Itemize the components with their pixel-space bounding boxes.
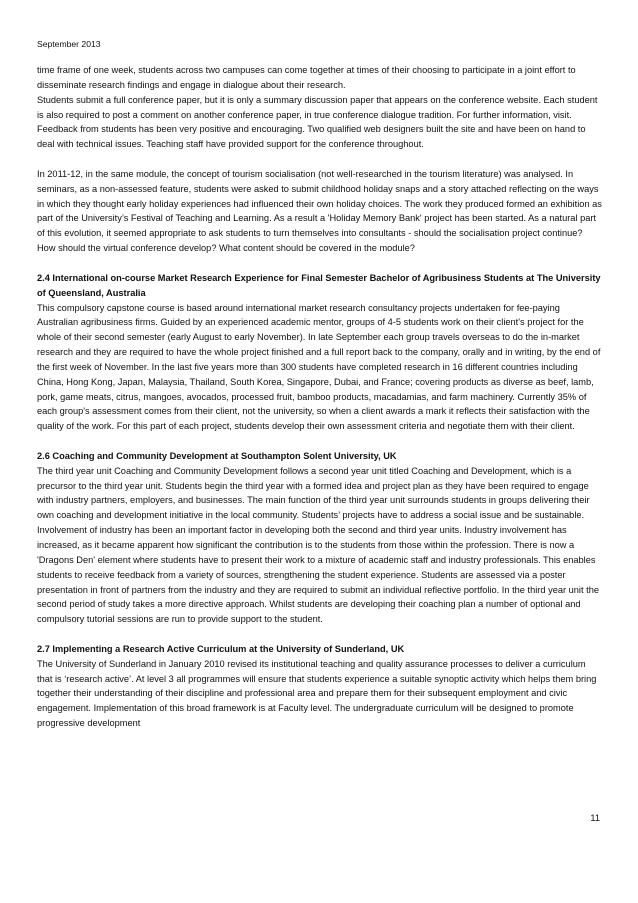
page-header-date: September 2013 — [37, 39, 101, 49]
document-body — [37, 63, 603, 731]
section-heading: 2.7 Implementing a Research Active Curriculum at the University of Sunderland, UK — [37, 643, 405, 654]
section-heading: 2.6 Coaching and Community Development at Southampton Solent University, UK — [37, 450, 397, 461]
paragraph: Students submit a full conference paper, but it is only a summary discussion paper that appears on the conference website. Each student is also required to post a comment on another conference paper, in true conference dialogue tradition. For further information, visit. Feedback from students has been very positive and encouraging. Two qualified web designers built the site and have been on hand to deal with technical issues. Teaching staff have provided support for the conference throughout. — [37, 94, 598, 150]
section-body: This compulsory capstone course is based around international market research consultancy projects undertaken for fee-paying Australian agribusiness firms. Guided by an experienced academic mentor, groups of 4-5 students work on their client's project for the whole of their second semester (early August to early November). In late September each group travels overseas to do the in-market research and they are required to have the whole project finished and a full report back to the company, orally and in writing, by the end of the first week of November. In the last five years more than 300 students have completed research in 16 different countries including China, Hong Kong, Japan, Malaysia, Thailand, South Korea, Singapore, Dubai, and France; covering products as diverse as beef, lamb, pork, game meats, citrus, mangoes, avocados, processed fruit, bamboo products, macadamias, and farm machinery. Currently 35% of each group's assessment comes from their client, not the university, so when a client awards a mark it reflects their satisfaction with the quality of the work. For this part of each project, students develop their own assessment criteria and negotiate them with their client. — [37, 302, 601, 432]
section-heading: 2.4 International on-course Market Research Experience for Final Semester Bachelor of Agribusiness Students at The University of Queensland, Australia — [37, 272, 601, 298]
section-body: The third year unit Coaching and Community Development follows a second year unit titled Coaching and Development, which is a precursor to the third year unit. Students begin the third year with a formed idea and project plan as they have been required to engage with industry partners, employers, and businesses. The main function of the third year unit surrounds students in groups delivering their own coaching and development initiative in the local community. Students’ projects have to address a social issue and be sustainable. Involvement of industry has been an important factor in developing both the second and third year units. Industry involvement has increased, as it became apparent how significant the contribution is to the students from those within the profession. There is now a 'Dragons Den' element where students have to present their work to a mixture of academic staff and industry professionals. This enables students to receive feedback from a variety of sources, strengthening the student experience. Students are assessed via a poster presentation in front of partners from the industry and they are required to submit an individual reflective portfolio. In the third year unit the second period of study takes a more directive approach. Whilst students are developing their coaching plan a number of optional and compulsory tutorial sessions are run to provide support to the student. — [37, 465, 599, 625]
paragraph: In 2011-12, in the same module, the concept of tourism socialisation (not well-researched in the tourism literature) was analysed. In seminars, as a non-assessed feature, students were asked to submit childhood holiday snaps and a story attached reflecting on the ways in which they thought early holiday experiences had influenced their own holiday choices. The work they produced formed an exhibition as part of the University’s Festival of Teaching and Learning. As a result a 'Holiday Memory Bank' project has been started. As a natural part of this evolution, it seemed appropriate to ask students to turn themselves into consultants - should the socialisation project continue? How should the virtual conference develop? What content should be covered in the module? — [37, 168, 602, 254]
paragraph: time frame of one week, students across two campuses can come together at times of their choosing to participate in a joint effort to disseminate research findings and engage in dialogue about their research. — [37, 65, 576, 90]
page-number: 11 — [590, 813, 600, 823]
section-body: The University of Sunderland in January 2010 revised its institutional teaching and quality assurance processes to deliver a curriculum that is ‘research active’. At level 3 all programmes will ensure that students experience a suitable synoptic activity which helps them bring together their understanding of their discipline and professional area and prepare them for their subsequent employment and civic engagement. Implementation of this broad framework is at Faculty level. The undergraduate curriculum will be designed to promote progressive development — [37, 658, 597, 729]
